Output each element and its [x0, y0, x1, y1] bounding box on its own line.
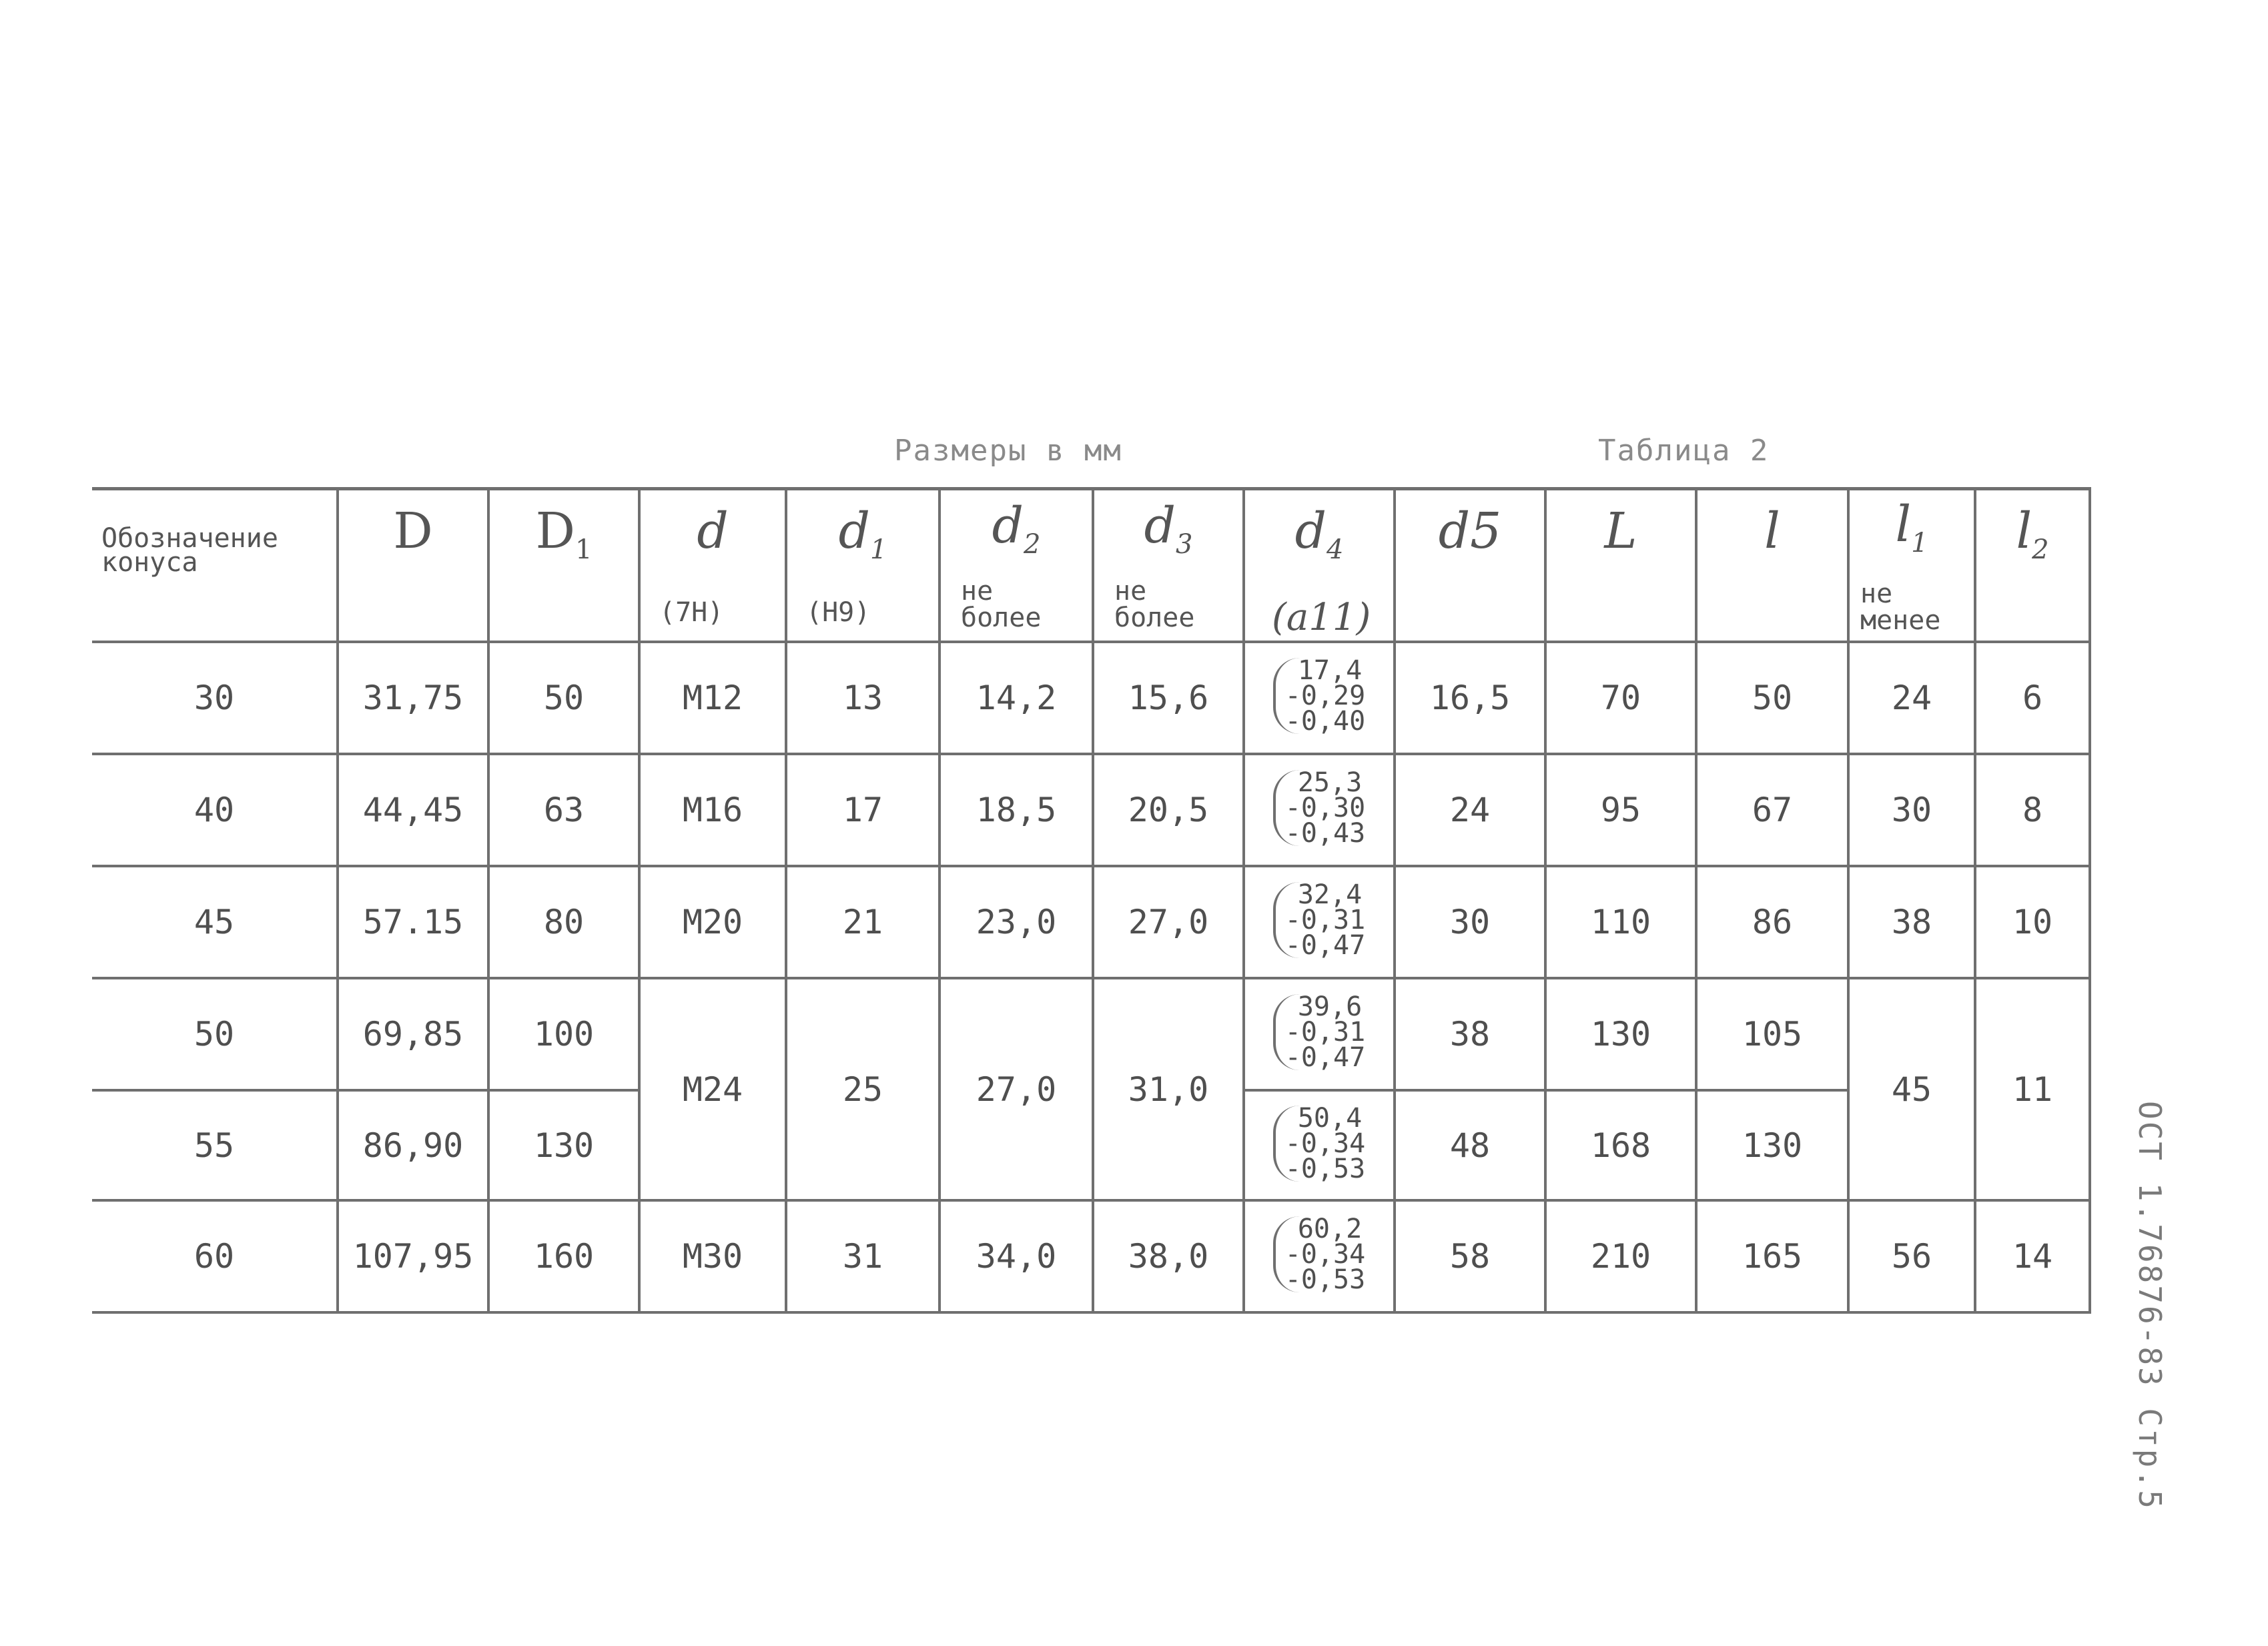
- header-D1-symbol: $D_1$: [535, 502, 593, 565]
- header-D: [338, 489, 488, 643]
- cell-d2: 34,0: [939, 1200, 1093, 1312]
- header-L: [1545, 489, 1696, 643]
- header-d3: [1093, 489, 1244, 643]
- header-l-symbol: l: [1764, 502, 1780, 560]
- header-d3-note: не более: [1114, 576, 1195, 633]
- cell-d2: 14,2: [939, 642, 1093, 754]
- header-d5-symbol: d5: [1438, 502, 1502, 560]
- d4-upper-deviation: -0,30: [1284, 793, 1366, 823]
- cell-D: 107,95: [338, 1200, 488, 1312]
- header-d2: [939, 489, 1093, 643]
- cell-D1: 160: [488, 1200, 639, 1312]
- header-l2: [1975, 489, 2090, 643]
- cell-d3: 27,0: [1093, 866, 1244, 978]
- header-d-note: (7H): [659, 597, 724, 628]
- cell-l: 130: [1696, 1090, 1848, 1200]
- header-d1-note: (H9): [806, 597, 871, 628]
- dimensions-table: [92, 487, 2091, 1314]
- header-l2-symbol: $l_2$: [2016, 502, 2049, 565]
- header-d1: [786, 489, 939, 643]
- cell-l: 86: [1696, 866, 1848, 978]
- cell-d2: 23,0: [939, 866, 1093, 978]
- d4-upper-deviation: -0,31: [1284, 1017, 1366, 1048]
- cell-D: 57.15: [338, 866, 488, 978]
- cell-l: 165: [1696, 1200, 1848, 1312]
- header-row: [92, 489, 2090, 643]
- cell-d3-merged: 31,0: [1093, 978, 1244, 1200]
- d4-lower-deviation: -0,43: [1284, 818, 1366, 849]
- d4-upper-deviation: -0,34: [1284, 1128, 1366, 1159]
- cell-cone: 45: [92, 866, 338, 978]
- cell-d3: 38,0: [1093, 1200, 1244, 1312]
- cell-d: M16: [639, 754, 786, 866]
- cell-d5: 38: [1395, 978, 1545, 1090]
- cell-cone: 55: [92, 1090, 338, 1200]
- cell-l: 105: [1696, 978, 1848, 1090]
- cell-d4: [1244, 1090, 1395, 1200]
- cell-l: 67: [1696, 754, 1848, 866]
- cell-l1: 30: [1848, 754, 1975, 866]
- cell-d5: 58: [1395, 1200, 1545, 1312]
- cell-D: 86,90: [338, 1090, 488, 1200]
- table-row: [92, 754, 2090, 866]
- d4-tolerance: [1273, 991, 1366, 1073]
- cell-d4: [1244, 978, 1395, 1090]
- cell-L: 70: [1545, 642, 1696, 754]
- header-l1: [1848, 489, 1975, 643]
- cell-l1-merged: 45: [1848, 978, 1975, 1200]
- cell-D1: 63: [488, 754, 639, 866]
- header-d2-symbol: $d_2$: [992, 497, 1041, 560]
- d4-tolerance: [1273, 1214, 1366, 1295]
- cell-l2: 6: [1975, 642, 2090, 754]
- d4-upper-deviation: -0,29: [1284, 681, 1366, 711]
- cell-d1: 31: [786, 1200, 939, 1312]
- d4-nominal: 50,4: [1297, 1102, 1363, 1134]
- cell-L: 168: [1545, 1090, 1696, 1200]
- header-d: [639, 489, 786, 643]
- d4-lower-deviation: -0,47: [1284, 1042, 1366, 1073]
- cell-D: 31,75: [338, 642, 488, 754]
- cell-l2: 14: [1975, 1200, 2090, 1312]
- cell-cone: 60: [92, 1200, 338, 1312]
- header-d4: [1244, 489, 1395, 643]
- cell-d: M20: [639, 866, 786, 978]
- cell-l2-merged: 11: [1975, 978, 2090, 1200]
- cell-d4: [1244, 1200, 1395, 1312]
- units-caption: Размеры в мм: [894, 434, 1122, 468]
- cell-d5: 24: [1395, 754, 1545, 866]
- header-l1-note: не менее: [1860, 578, 1941, 636]
- d4-nominal: 17,4: [1297, 655, 1363, 686]
- header-d2-note: не более: [961, 576, 1042, 633]
- header-L-symbol: L: [1604, 502, 1637, 560]
- table-caption: Таблица 2: [1598, 434, 1770, 468]
- table-row: [92, 642, 2090, 754]
- cell-L: 130: [1545, 978, 1696, 1090]
- d4-lower-deviation: -0,40: [1284, 706, 1366, 737]
- d4-upper-deviation: -0,34: [1284, 1239, 1366, 1270]
- page-label: ОСТ 1.76876-83 Стр.5: [2132, 1101, 2168, 1511]
- d4-lower-deviation: -0,53: [1284, 1153, 1366, 1184]
- header-d5: [1395, 489, 1545, 643]
- cell-d1: 13: [786, 642, 939, 754]
- cell-d3: 20,5: [1093, 754, 1244, 866]
- cell-D1: 130: [488, 1090, 639, 1200]
- cell-cone: 30: [92, 642, 338, 754]
- cell-d: M30: [639, 1200, 786, 1312]
- header-l: [1696, 489, 1848, 643]
- d4-nominal: 60,2: [1297, 1214, 1363, 1244]
- cell-D1: 100: [488, 978, 639, 1090]
- cell-d4: [1244, 866, 1395, 978]
- cell-d1-merged: 25: [786, 978, 939, 1200]
- d4-lower-deviation: -0,47: [1284, 930, 1366, 961]
- header-d4-note: (a11): [1272, 596, 1371, 639]
- header-cone: [92, 489, 338, 643]
- cell-d-merged: M24: [639, 978, 786, 1200]
- d4-tolerance: [1273, 655, 1366, 737]
- table-row: [92, 1200, 2090, 1312]
- cell-d1: 21: [786, 866, 939, 978]
- d4-nominal: 39,6: [1297, 991, 1363, 1022]
- cell-d3: 15,6: [1093, 642, 1244, 754]
- cell-d4: [1244, 642, 1395, 754]
- header-D1: [488, 489, 639, 643]
- d4-tolerance: [1273, 1102, 1366, 1184]
- cell-l2: 10: [1975, 866, 2090, 978]
- cell-l2: 8: [1975, 754, 2090, 866]
- table-row: [92, 978, 2090, 1090]
- cell-cone: 40: [92, 754, 338, 866]
- cell-d2: 18,5: [939, 754, 1093, 866]
- d4-nominal: 25,3: [1297, 767, 1363, 798]
- cell-D: 69,85: [338, 978, 488, 1090]
- table-row: [92, 866, 2090, 978]
- cell-l: 50: [1696, 642, 1848, 754]
- d4-tolerance: [1273, 767, 1366, 849]
- cell-d: M12: [639, 642, 786, 754]
- cell-l1: 24: [1848, 642, 1975, 754]
- cell-l1: 56: [1848, 1200, 1975, 1312]
- cell-L: 95: [1545, 754, 1696, 866]
- header-d-symbol: d: [697, 502, 729, 560]
- cell-D1: 80: [488, 866, 639, 978]
- d4-tolerance: [1273, 879, 1366, 961]
- header-d4-symbol: $d_4$: [1294, 502, 1344, 565]
- header-d3-symbol: $d_3$: [1144, 497, 1193, 560]
- header-l1-symbol: $l_1$: [1895, 496, 1928, 558]
- cell-d1: 17: [786, 754, 939, 866]
- cell-d5: 16,5: [1395, 642, 1545, 754]
- cell-cone: 50: [92, 978, 338, 1090]
- cell-d5: 30: [1395, 866, 1545, 978]
- cell-d5: 48: [1395, 1090, 1545, 1200]
- d4-lower-deviation: -0,53: [1284, 1264, 1366, 1295]
- cell-d4: [1244, 754, 1395, 866]
- cell-l1: 38: [1848, 866, 1975, 978]
- header-d1-symbol: $d_1$: [838, 502, 887, 565]
- d4-nominal: 32,4: [1297, 879, 1363, 910]
- cell-L: 210: [1545, 1200, 1696, 1312]
- cell-d2-merged: 27,0: [939, 978, 1093, 1200]
- header-cone-label: Обозначение конуса: [101, 523, 278, 578]
- cell-D1: 50: [488, 642, 639, 754]
- cell-L: 110: [1545, 866, 1696, 978]
- header-D-symbol: D: [393, 502, 433, 560]
- d4-upper-deviation: -0,31: [1284, 905, 1366, 935]
- cell-D: 44,45: [338, 754, 488, 866]
